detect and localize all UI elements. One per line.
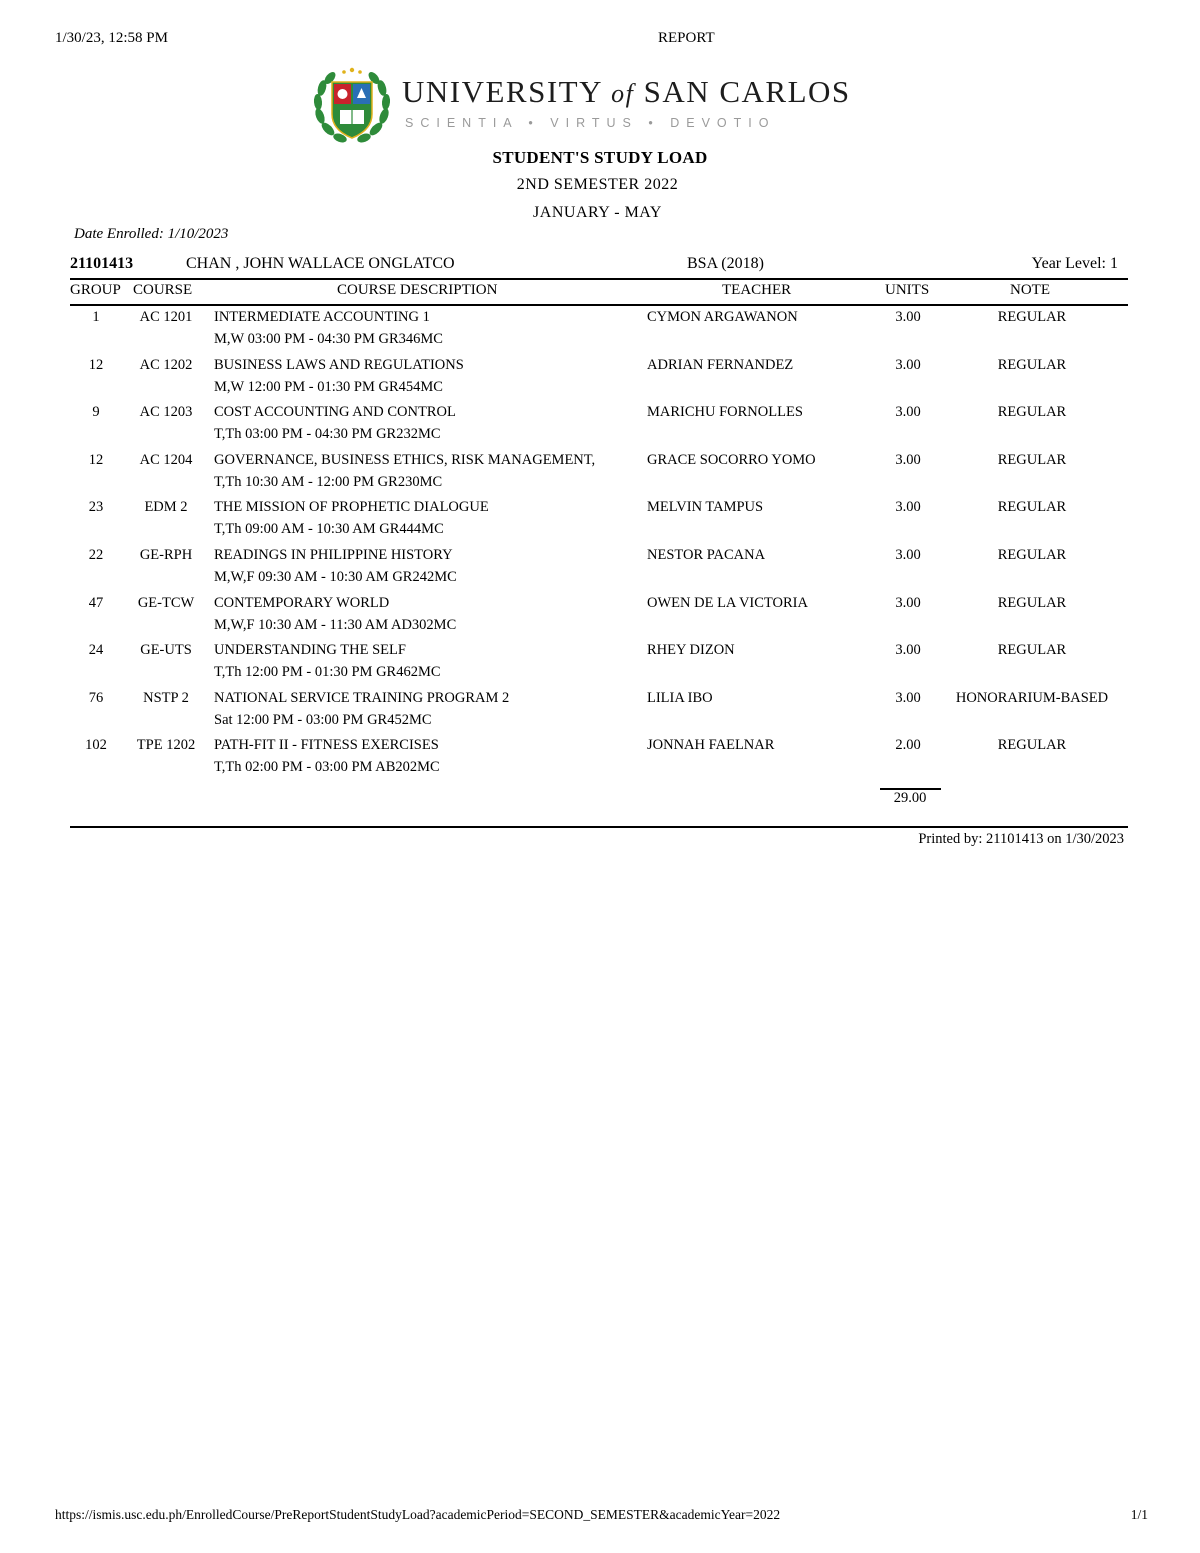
header-rule-top	[70, 278, 1128, 280]
course-units: 3.00	[895, 594, 921, 611]
course-schedule: M,W 03:00 PM - 04:30 PM GR346MC	[214, 331, 443, 347]
course-units: 3.00	[895, 451, 921, 468]
student-id: 21101413	[70, 255, 134, 272]
university-motto: SCIENTIA • VIRTUS • DEVOTIO	[405, 116, 776, 130]
course-schedule: M,W,F 09:30 AM - 10:30 AM GR242MC	[214, 569, 457, 585]
report-semester: 2ND SEMESTER 2022	[516, 176, 679, 193]
course-description: THE MISSION OF PROPHETIC DIALOGUE	[214, 499, 489, 516]
course-description: BUSINESS LAWS AND REGULATIONS	[214, 356, 464, 373]
print-footer-url: https://ismis.usc.edu.ph/EnrolledCourse/PreReportStudentStudyLoad?academicPeriod=SECOND_SEMESTER&academicYear=2022	[55, 1507, 781, 1522]
course-schedule: T,Th 10:30 AM - 12:00 PM GR230MC	[214, 473, 443, 490]
course-description: PATH-FIT II - FITNESS EXERCISES	[214, 737, 439, 754]
course-schedule: T,Th 12:00 PM - 01:30 PM GR462MC	[214, 664, 441, 681]
course-teacher: MARICHU FORNOLLES	[647, 404, 803, 421]
course-note: REGULAR	[997, 642, 1067, 659]
print-datetime: 1/30/23, 12:58 PM	[55, 30, 168, 46]
course-description: CONTEMPORARY WORLD	[214, 594, 390, 611]
course-schedule: T,Th 09:00 AM - 10:30 AM GR444MC	[214, 521, 444, 538]
course-teacher: CYMON ARGAWANON	[647, 309, 798, 325]
university-name	[402, 74, 851, 110]
student-year-level: Year Level: 1	[1031, 255, 1118, 272]
university-name-right: SAN CARLOS	[643, 74, 851, 109]
course-teacher: LILIA IBO	[647, 689, 713, 706]
course-description: GOVERNANCE, BUSINESS ETHICS, RISK MANAGEMENT,	[214, 451, 596, 468]
course-schedule: T,Th 03:00 PM - 04:30 PM GR232MC	[214, 426, 441, 443]
course-units: 3.00	[895, 689, 921, 706]
course-note: REGULAR	[997, 309, 1067, 325]
course-group: 76	[88, 689, 104, 706]
printed-by: Printed by: 21101413 on 1/30/2023	[918, 831, 1124, 847]
table-end-rule	[70, 826, 1128, 828]
student-program: BSA (2018)	[687, 255, 764, 272]
report-title: STUDENT'S STUDY LOAD	[492, 148, 708, 167]
col-header-teacher: TEACHER	[722, 282, 792, 298]
course-units: 3.00	[895, 642, 921, 659]
col-header-group: GROUP	[70, 282, 121, 298]
course-code: AC 1204	[139, 451, 193, 468]
course-code: GE-RPH	[139, 547, 193, 563]
course-description: COST ACCOUNTING AND CONTROL	[214, 404, 456, 421]
course-group: 22	[88, 547, 104, 563]
course-group: 23	[88, 499, 104, 516]
course-group: 12	[88, 451, 104, 468]
date-enrolled: Date Enrolled: 1/10/2023	[74, 226, 229, 242]
course-note: REGULAR	[997, 594, 1067, 611]
course-teacher: OWEN DE LA VICTORIA	[647, 594, 808, 611]
col-header-course: COURSE	[133, 282, 193, 298]
course-code: AC 1203	[139, 404, 193, 421]
course-description: UNDERSTANDING THE SELF	[214, 642, 406, 659]
course-code: GE-UTS	[140, 642, 192, 659]
report-period: JANUARY - MAY	[533, 204, 662, 221]
course-code: EDM 2	[144, 499, 188, 516]
course-teacher: MELVIN TAMPUS	[647, 499, 764, 516]
course-group: 9	[92, 404, 100, 421]
course-teacher: GRACE SOCORRO YOMO	[647, 451, 816, 468]
course-schedule: M,W 12:00 PM - 01:30 PM GR454MC	[214, 378, 443, 395]
course-note: REGULAR	[997, 404, 1067, 421]
course-code: TPE 1202	[136, 737, 196, 754]
course-note: REGULAR	[997, 547, 1067, 563]
course-teacher: RHEY DIZON	[647, 642, 735, 659]
course-schedule: Sat 12:00 PM - 03:00 PM GR452MC	[214, 711, 432, 728]
university-banner	[310, 66, 885, 148]
course-description: INTERMEDIATE ACCOUNTING 1	[214, 309, 430, 325]
course-description: READINGS IN PHILIPPINE HISTORY	[214, 547, 453, 563]
course-units: 3.00	[895, 547, 921, 563]
course-units: 3.00	[895, 499, 921, 516]
course-code: AC 1202	[139, 356, 193, 373]
course-group: 102	[85, 737, 107, 754]
col-header-note: NOTE	[1010, 282, 1050, 298]
university-name-left: UNIVERSITY	[402, 74, 602, 109]
course-group: 24	[88, 642, 104, 659]
course-schedule: M,W,F 10:30 AM - 11:30 AM AD302MC	[214, 616, 457, 633]
course-note: REGULAR	[997, 356, 1067, 373]
print-page-title: REPORT	[658, 30, 715, 46]
course-group: 47	[88, 594, 104, 611]
course-units: 3.00	[895, 356, 921, 373]
course-teacher: ADRIAN FERNANDEZ	[647, 356, 794, 373]
course-group: 1	[92, 309, 100, 325]
course-units: 3.00	[895, 309, 921, 325]
course-group: 12	[88, 356, 104, 373]
course-code: GE-TCW	[137, 594, 195, 611]
total-units: 29.00	[893, 790, 927, 806]
col-header-description: COURSE DESCRIPTION	[337, 282, 498, 298]
course-code: AC 1201	[139, 309, 193, 325]
course-code: NSTP 2	[143, 689, 189, 706]
course-teacher: NESTOR PACANA	[647, 547, 766, 563]
course-description: NATIONAL SERVICE TRAINING PROGRAM 2	[214, 689, 510, 706]
header-rule-bottom	[70, 304, 1128, 306]
course-note: REGULAR	[997, 499, 1067, 516]
university-name-of: of	[611, 79, 635, 108]
course-units: 3.00	[895, 404, 921, 421]
course-teacher: JONNAH FAELNAR	[647, 737, 775, 754]
course-note: REGULAR	[997, 737, 1067, 754]
course-note: HONORARIUM-BASED	[955, 689, 1109, 706]
course-units: 2.00	[895, 737, 921, 754]
course-schedule: T,Th 02:00 PM - 03:00 PM AB202MC	[214, 759, 440, 776]
student-name: CHAN , JOHN WALLACE ONGLATCO	[186, 255, 455, 272]
col-header-units: UNITS	[885, 282, 930, 298]
print-footer-page: 1/1	[1130, 1507, 1148, 1522]
university-seal-icon	[310, 66, 394, 148]
course-note: REGULAR	[997, 451, 1067, 468]
